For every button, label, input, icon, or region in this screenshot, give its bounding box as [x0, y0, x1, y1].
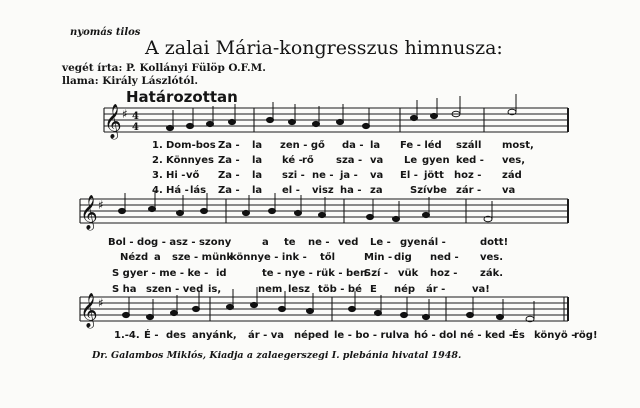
score-sheet: nyomás tilos A zalai Mária-kongresszus himnusza: vegét írta: P. Kollányi Fülöp O.F.M. llama: Király Lászlótól. Határozottan 𝄞 ♯ 4 4 𝄞 ♯ 𝄞 ♯ 1. Dom-bos Za - la zen - gő da - la Fe - léd száll most, 2. Könnyes Za - la ké - rő sza - va Le gyen ked - ves, 3. Hi - vő Za - la szi - ne - ja - va El - jött hoz - zád 4. Há - lás Za - la el - visz ha - za Szívbe zár - va Bol - dog - asz - szony a te ne - ved Le - gyen ál - dott! Nézd a sze - münk könnye - ink - től Min - dig ned - ves. S gyer - me - ke - id te - nye - rük - ben Szí - vük hoz - zák. S ha szen - ved is, nem lesz töb - bé E nép ár - va! 1.-4. É - des anyánk, ár - va néped le - bo - rulva hó - dol né - ked - És könyö - rög! Dr. Galambos Miklós, Kiadja a zalaegerszegi I. plebánia hivatal 1948.: [0, 0, 640, 408]
svg-text:♯: ♯: [98, 296, 104, 310]
credit-music-author: llama: Király Lászlótól.: [62, 75, 198, 87]
treble-clef-icon: 𝄞: [104, 104, 122, 139]
sharp-icon: ♯: [122, 107, 128, 121]
footnote: Dr. Galambos Miklós, Kiadja a zalaegerszegi I. plebánia hivatal 1948.: [92, 350, 462, 361]
svg-text:4: 4: [132, 122, 139, 133]
svg-text:𝄞: 𝄞: [80, 293, 98, 328]
credit-text-author: vegét írta: P. Kollányi Fülöp O.F.M.: [62, 62, 266, 74]
notes-system-1: [167, 94, 517, 131]
svg-text:𝄞: 𝄞: [80, 195, 98, 230]
time-signature: 4: [132, 111, 139, 122]
header-note: nyomás tilos: [70, 27, 141, 38]
page-title: A zalai Mária-kongresszus himnusza:: [145, 37, 503, 59]
svg-text:♯: ♯: [98, 198, 104, 212]
tempo-marking: Határozottan: [126, 88, 238, 106]
